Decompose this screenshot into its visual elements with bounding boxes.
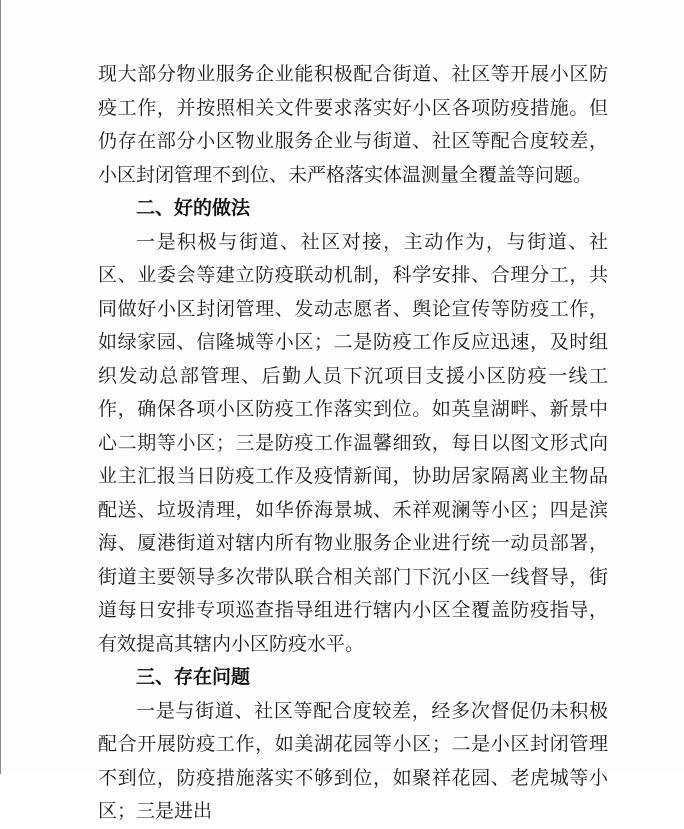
page-left-border xyxy=(0,0,1,774)
section-heading-good-practices: 二、好的做法 xyxy=(136,197,251,219)
paragraph-good-practices: 一是积极与街道、社区对接，主动作为，与街道、社区、业委会等建立防疫联动机制，科学安排、合理分工，共同做好小区封闭管理、发动志愿者、舆论宣传等防疫工作，如绿家园、信隆城等小区；二是防疫工作反应迅速，及时组织发动总部管理、后勤人员下沉项目支援小区防疫一线工作，确保各项小区防疫工作落实到位。如英皇湖畔、新景中心二期等小区；三是防疫工作温馨细致，每日以图文形式向业主汇报当日防疫工作及疫情新闻，协助居家隔离业主物品配送、垃圾清理，如华侨海景城、禾祥观澜等小区；四是滨海、厦港街道对辖内所有物业服务企业进行统一动员部署，街道主要领导多次带队联合相关部门下沉小区一线督导，街道每日安排专项巡查指导组进行辖内小区全覆盖防疫指导，有效提高其辖内小区防疫水平。 xyxy=(98,230,608,655)
section-heading-problems: 三、存在问题 xyxy=(136,666,251,688)
paragraph-problems: 一是与街道、社区等配合度较差，经多次督促仍未积极配合开展防疫工作，如美湖花园等小区；二是小区封闭管理不到位，防疫措施落实不够到位，如聚祥花园、老虎城等小区；三是进出 xyxy=(98,699,608,822)
document-body xyxy=(98,58,608,829)
paragraph-intro: 现大部分物业服务企业能积极配合街道、社区等开展小区防疫工作，并按照相关文件要求落实好小区各项防疫措施。但仍存在部分小区物业服务企业与街道、社区等配合度较差，小区封闭管理不到位、未严格落实体温测量全覆盖等问题。 xyxy=(98,63,608,186)
